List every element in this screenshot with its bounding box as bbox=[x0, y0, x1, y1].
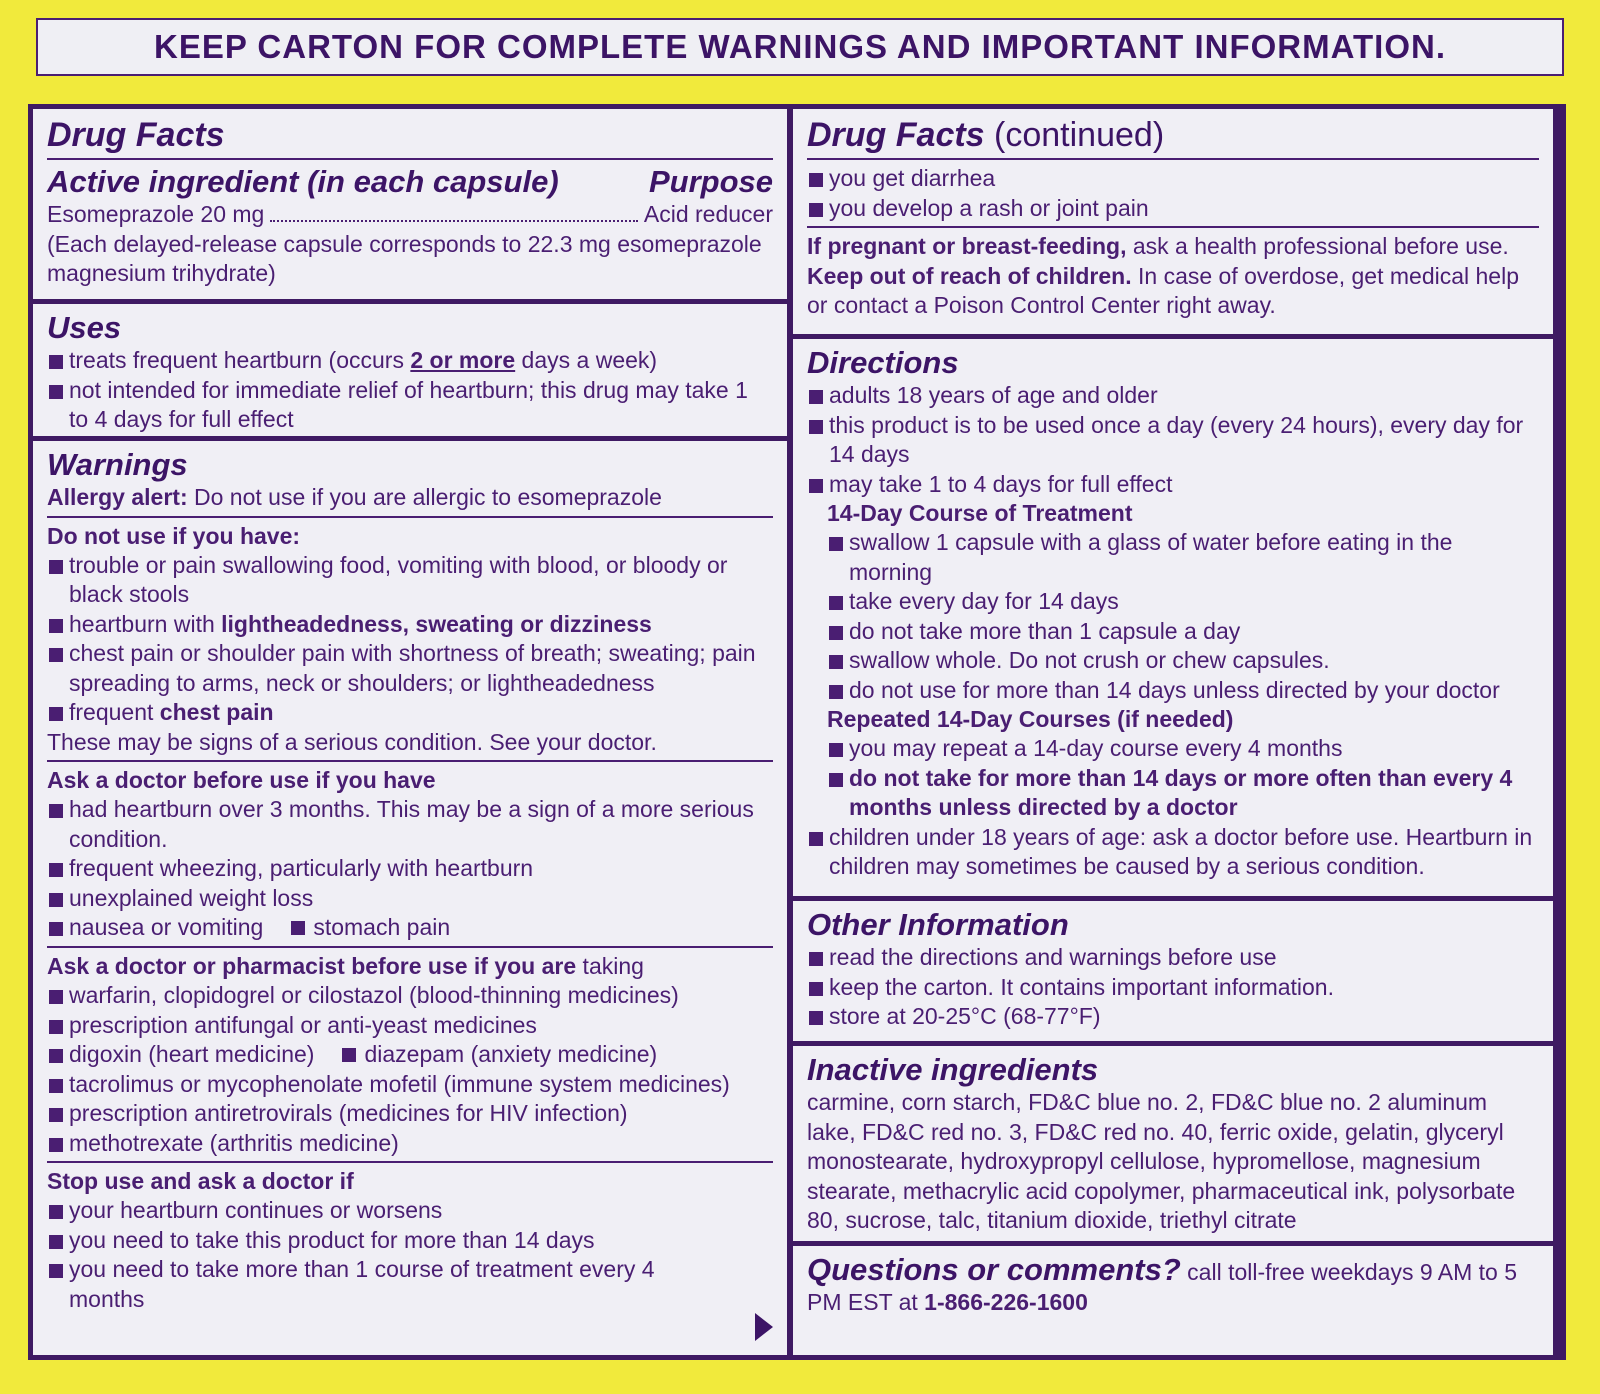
list-item: frequent wheezing, particularly with heartburn bbox=[47, 854, 773, 884]
drug-facts-title: Drug Facts bbox=[47, 116, 225, 154]
list-item: swallow 1 capsule with a glass of water before eating in the morning bbox=[827, 528, 1539, 587]
item-text: nausea or vomiting bbox=[69, 914, 264, 940]
list-item: your heartburn continues or worsens bbox=[47, 1196, 773, 1226]
list-item: prescription antifungal or anti-yeast medicines bbox=[47, 1011, 773, 1041]
list-item bbox=[47, 913, 773, 943]
list-item: may take 1 to 4 days for full effect bbox=[807, 470, 1539, 500]
list-item: trouble or pain swallowing food, vomiting with blood, or bloody or black stools bbox=[47, 551, 773, 610]
stop-use-heading: Stop use and ask a doctor if bbox=[47, 1168, 354, 1194]
list-item: swallow whole. Do not crush or chew capsules. bbox=[827, 646, 1539, 676]
uses-emphasis: 2 or more bbox=[410, 347, 516, 373]
other-information-heading: Other Information bbox=[807, 907, 1069, 942]
right-column bbox=[793, 109, 1553, 1355]
ingredient-row bbox=[47, 200, 773, 230]
divider bbox=[47, 760, 773, 762]
children-warning bbox=[807, 262, 1539, 321]
other-information-section bbox=[793, 901, 1553, 1041]
ask-pharmacist-heading bbox=[47, 952, 773, 982]
list-item: adults 18 years of age and older bbox=[807, 381, 1539, 411]
warning-bold: If pregnant or breast-feeding, bbox=[807, 233, 1127, 259]
list-item: children under 18 years of age: ask a doctor before use. Heartburn in children may sometimes be caused by a serious condition. bbox=[807, 823, 1539, 882]
pregnancy-warning bbox=[807, 232, 1539, 262]
list-item: this product is to be used once a day (every 24 hours), every day for 14 days bbox=[807, 411, 1539, 470]
questions-section bbox=[793, 1246, 1553, 1355]
directions-section bbox=[793, 339, 1553, 896]
serious-condition-note: These may be signs of a serious condition. See your doctor. bbox=[47, 728, 657, 755]
questions-heading: Questions or comments? bbox=[807, 1252, 1181, 1287]
list-item: read the directions and warnings before use bbox=[807, 943, 1539, 973]
list-item bbox=[47, 698, 773, 728]
triangle-right-icon bbox=[755, 1313, 773, 1341]
drug-facts-panel bbox=[28, 104, 1566, 1360]
list-item: keep the carton. It contains important information. bbox=[807, 973, 1539, 1003]
warning-text: In case of overdose, get medical help or contact a Poison Control Center right away. bbox=[807, 262, 1520, 318]
dot-leader bbox=[270, 220, 638, 222]
item-text: frequent bbox=[69, 699, 160, 725]
divider bbox=[807, 226, 1539, 228]
continued-section bbox=[793, 109, 1553, 334]
item-text: digoxin (heart medicine) bbox=[69, 1041, 315, 1067]
inactive-ingredients-heading: Inactive ingredients bbox=[807, 1052, 1099, 1087]
list-item: take every day for 14 days bbox=[827, 587, 1539, 617]
phone-number: 1-866-226-1600 bbox=[924, 1289, 1088, 1315]
list-item: do not take more than 1 capsule a day bbox=[827, 617, 1539, 647]
heading-normal: taking bbox=[576, 952, 644, 979]
heading-bold: Ask a doctor or pharmacist before use if you are bbox=[47, 952, 577, 979]
repeat-course-heading: Repeated 14-Day Courses (if needed) bbox=[827, 706, 1234, 732]
list-item: unexplained weight loss bbox=[47, 884, 773, 914]
list-item: store at 20-25°C (68-77°F) bbox=[807, 1002, 1539, 1032]
list-item: you need to take this product for more than 14 days bbox=[47, 1226, 773, 1256]
list-item: you develop a rash or joint pain bbox=[807, 194, 1539, 224]
item-text: diazepam (anxiety medicine) bbox=[364, 1041, 658, 1067]
list-item bbox=[47, 346, 773, 376]
do-not-use-heading: Do not use if you have: bbox=[47, 522, 301, 549]
uses-section bbox=[33, 304, 787, 436]
uses-text: treats frequent heartburn (occurs bbox=[69, 347, 411, 373]
allergy-alert bbox=[47, 483, 773, 513]
ingredient-note: (Each delayed-release capsule corresponds to 22.3 mg esomeprazole magnesium trihydrate) bbox=[47, 230, 762, 286]
list-item: do not take for more than 14 days or more often than every 4 months unless directed by a doctor bbox=[827, 764, 1539, 823]
list-item: had heartburn over 3 months. This may be a sign of a more serious condition. bbox=[47, 795, 773, 854]
list-item: you may repeat a 14-day course every 4 months bbox=[827, 734, 1539, 764]
carton-warning-banner: KEEP CARTON FOR COMPLETE WARNINGS AND IMPORTANT INFORMATION. bbox=[36, 18, 1564, 76]
warning-bold: Keep out of reach of children. bbox=[807, 262, 1132, 289]
allergy-text: Do not use if you are allergic to esomeprazole bbox=[187, 484, 662, 510]
list-item: do not use for more than 14 days unless directed by your doctor bbox=[827, 676, 1539, 706]
allergy-label: Allergy alert: bbox=[47, 484, 188, 510]
divider bbox=[807, 158, 1539, 160]
warning-text: ask a health professional before use. bbox=[1126, 233, 1509, 259]
directions-heading: Directions bbox=[807, 345, 959, 380]
left-column bbox=[33, 109, 787, 1355]
ingredient-purpose: Acid reducer bbox=[643, 201, 773, 227]
list-item: you need to take more than 1 course of treatment every 4 months bbox=[47, 1255, 773, 1314]
list-item: tacrolimus or mycophenolate mofetil (immune system medicines) bbox=[47, 1070, 773, 1100]
list-item: not intended for immediate relief of heartburn; this drug may take 1 to 4 days for full effect bbox=[47, 376, 773, 435]
divider bbox=[47, 946, 773, 948]
warnings-section bbox=[33, 441, 787, 1355]
list-item: you get diarrhea bbox=[807, 164, 1539, 194]
active-heading-row bbox=[47, 164, 773, 200]
drug-facts-continued-title bbox=[807, 115, 1539, 155]
ingredient-name: Esomeprazole 20 mg bbox=[47, 201, 265, 227]
item-text: heartburn with bbox=[69, 610, 222, 637]
divider bbox=[47, 516, 773, 518]
square-bullet-icon bbox=[291, 921, 305, 935]
warnings-heading: Warnings bbox=[47, 447, 188, 482]
title-text: Drug Facts bbox=[807, 116, 985, 154]
active-ingredient-heading: Active ingredient (in each capsule) bbox=[47, 164, 559, 199]
list-item: chest pain or shoulder pain with shortness of breath; sweating; pain spreading to arms, neck or shoulders; or lightheadedness bbox=[47, 639, 773, 698]
item-emphasis: lightheadedness, sweating or dizziness bbox=[221, 610, 652, 637]
divider bbox=[47, 158, 773, 160]
list-item: prescription antiretrovirals (medicines for HIV infection) bbox=[47, 1099, 773, 1129]
list-item: warfarin, clopidogrel or cilostazol (blood-thinning medicines) bbox=[47, 981, 773, 1011]
ask-doctor-heading: Ask a doctor before use if you have bbox=[47, 767, 436, 793]
title-continued: (continued) bbox=[984, 116, 1165, 154]
course-heading: 14-Day Course of Treatment bbox=[827, 500, 1133, 526]
list-item bbox=[47, 1040, 773, 1070]
square-bullet-icon bbox=[342, 1048, 356, 1062]
list-item: methotrexate (arthritis medicine) bbox=[47, 1129, 773, 1159]
uses-heading: Uses bbox=[47, 310, 122, 345]
divider bbox=[47, 1161, 773, 1163]
questions-text: call toll-free weekdays 9 AM to 5 PM EST at bbox=[807, 1259, 1518, 1315]
list-item bbox=[47, 610, 773, 640]
item-emphasis: chest pain bbox=[159, 699, 274, 725]
inactive-ingredients-section bbox=[793, 1046, 1553, 1241]
item-text: stomach pain bbox=[313, 914, 451, 940]
uses-text: days a week) bbox=[515, 347, 658, 373]
active-ingredient-section bbox=[33, 109, 787, 299]
purpose-heading: Purpose bbox=[648, 164, 773, 199]
inactive-ingredients-list: carmine, corn starch, FD&C blue no. 2, FD&C blue no. 2 aluminum lake, FD&C red no. 3, FD&C red no. 40, ferric oxide, gelatin, glyceryl monostearate, hydroxypropyl cellulose, hypromellose, magnesium stearate, methacrylic acid copolymer, pharmaceutical ink, polysorbate 80, sucrose, talc, titanium dioxide, triethyl citrate bbox=[807, 1089, 1516, 1233]
